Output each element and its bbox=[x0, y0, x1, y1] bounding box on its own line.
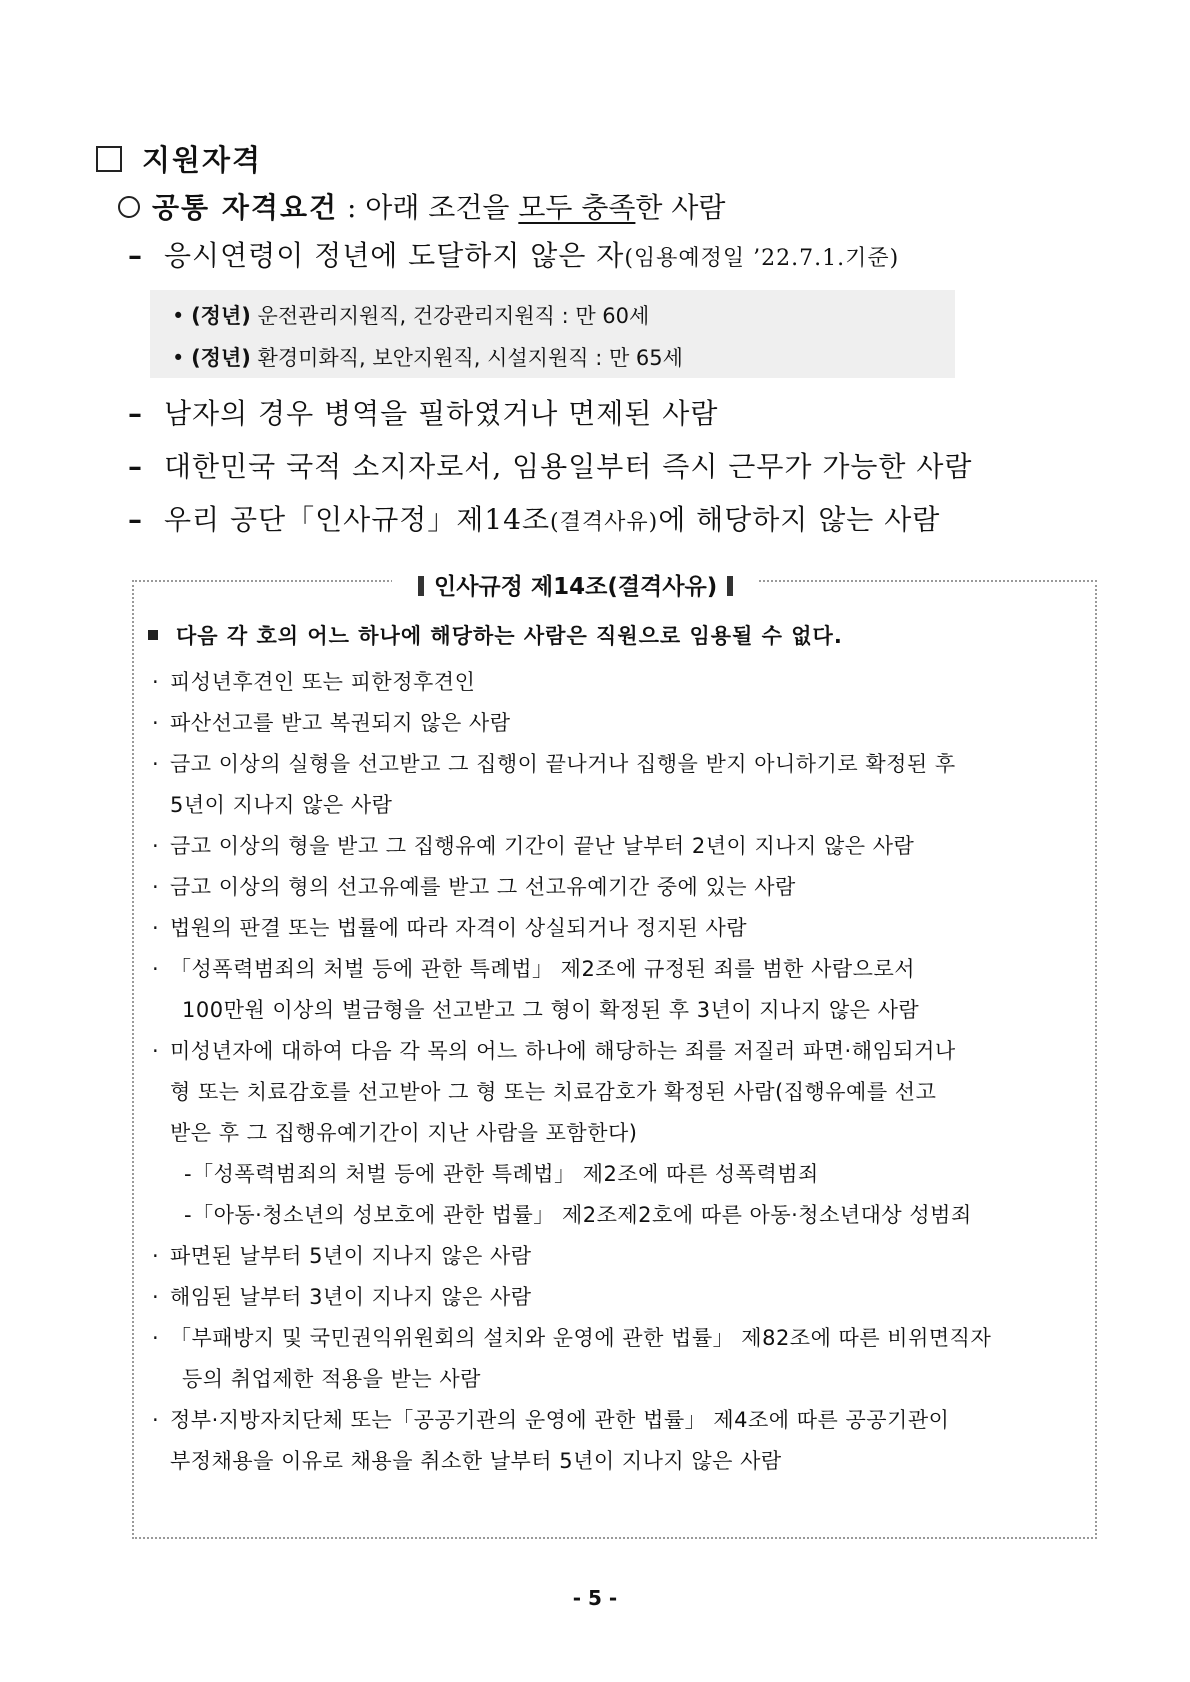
regulation-lead-text: 다음 각 호의 어느 하나에 해당하는 사람은 직원으로 임용될 수 없다. bbox=[176, 624, 843, 648]
regulation-item bbox=[152, 1281, 532, 1311]
regulation-sub-item-text: 「아동·청소년의 성보호에 관한 법률」 제2조제2호에 따른 아동·청소년대상 성범죄 bbox=[192, 1203, 972, 1227]
regulation-item bbox=[152, 1240, 532, 1270]
regulation-item-text: 「부패방지 및 국민권익위원회의 설치와 운영에 관한 법률」 제82조에 따른 비위면직자 bbox=[170, 1326, 992, 1350]
regulation-item-continuation: 부정채용을 이유로 채용을 취소한 날부터 5년이 지나지 않은 사람 bbox=[170, 1449, 782, 1473]
regulation-item-text: 해임된 날부터 3년이 지나지 않은 사람 bbox=[170, 1285, 532, 1309]
section-title: 지원자격 bbox=[142, 143, 263, 177]
sub-bullet: - bbox=[184, 1203, 193, 1227]
dash-bullet: – bbox=[128, 450, 143, 483]
common-suffix: 한 사람 bbox=[635, 191, 726, 224]
regulation-item-continuation: 받은 후 그 집행유예기간이 지난 사람을 포함한다) bbox=[170, 1121, 638, 1145]
retirement-label: (정년) bbox=[191, 346, 251, 370]
dash-bullet: – bbox=[128, 397, 143, 430]
circle-bullet-icon bbox=[118, 196, 140, 218]
bullet: · bbox=[152, 1326, 160, 1350]
bullet: · bbox=[152, 670, 160, 694]
bullet: · bbox=[152, 834, 160, 858]
regulation-item bbox=[152, 871, 796, 901]
bullet: · bbox=[152, 1039, 160, 1063]
requirement-item bbox=[128, 498, 940, 538]
requirement-item bbox=[128, 445, 972, 485]
regulation-item-text: 피성년후견인 또는 피한정후견인 bbox=[170, 670, 476, 694]
requirement-text: 응시연령이 정년에 도달하지 않은 자 bbox=[164, 239, 625, 272]
square-bullet-icon bbox=[148, 630, 158, 640]
regulation-sub-item-text: 「성폭력범죄의 처벌 등에 관한 특례법」 제2조에 따른 성폭력범죄 bbox=[192, 1162, 819, 1186]
regulation-title-text: 인사규정 제14조(결격사유) bbox=[434, 574, 718, 600]
bullet: · bbox=[152, 875, 160, 899]
regulation-item bbox=[152, 1035, 956, 1065]
requirement-tail: 에 해당하지 않는 사람 bbox=[658, 503, 941, 536]
page-number: - 5 - bbox=[572, 1586, 618, 1610]
bar-icon bbox=[418, 576, 424, 596]
common-colon: : 아래 조건을 bbox=[338, 191, 519, 224]
retirement-item bbox=[172, 342, 683, 372]
regulation-item bbox=[152, 748, 956, 778]
common-emphasis: 모두 충족 bbox=[518, 191, 636, 224]
bullet: · bbox=[152, 711, 160, 735]
bullet: · bbox=[152, 916, 160, 940]
requirement-note: (임용예정일 ’22.7.1.기준) bbox=[624, 246, 900, 271]
regulation-item-text: 정부·지방자치단체 또는「공공기관의 운영에 관한 법률」 제4조에 따른 공공기관이 bbox=[170, 1408, 950, 1432]
requirement-item bbox=[128, 392, 718, 432]
regulation-item-text: 파면된 날부터 5년이 지나지 않은 사람 bbox=[170, 1244, 532, 1268]
retirement-text: 환경미화직, 보안지원직, 시설지원직 : 만 65세 bbox=[257, 346, 683, 370]
retirement-age-box bbox=[150, 290, 955, 378]
checkbox-icon bbox=[96, 146, 122, 172]
regulation-box-title bbox=[392, 568, 759, 601]
regulation-item bbox=[152, 953, 915, 983]
regulation-item-continuation: 5년이 지나지 않은 사람 bbox=[170, 793, 393, 817]
regulation-item-text: 금고 이상의 형을 받고 그 집행유예 기간이 끝난 날부터 2년이 지나지 않은 사람 bbox=[170, 834, 915, 858]
requirement-text: 남자의 경우 병역을 필하였거나 면제된 사람 bbox=[164, 397, 719, 430]
regulation-item bbox=[152, 1322, 991, 1352]
regulation-sub-item bbox=[184, 1158, 819, 1188]
regulation-item-text: 법원의 판결 또는 법률에 따라 자격이 상실되거나 정지된 사람 bbox=[170, 916, 748, 940]
section-heading bbox=[96, 138, 262, 179]
requirement-note: (결격사유) bbox=[550, 510, 659, 535]
common-prefix: 공통 자격요건 bbox=[152, 191, 339, 224]
retirement-item bbox=[172, 300, 649, 330]
bullet: • bbox=[172, 304, 185, 328]
bar-icon bbox=[727, 576, 733, 596]
regulation-item bbox=[152, 666, 475, 696]
regulation-item bbox=[152, 830, 914, 860]
requirement-item bbox=[128, 234, 899, 274]
bullet: · bbox=[152, 957, 160, 981]
regulation-item-text: 파산선고를 받고 복권되지 않은 사람 bbox=[170, 711, 511, 735]
bullet: • bbox=[172, 346, 185, 370]
dash-bullet: – bbox=[128, 239, 143, 272]
regulation-item bbox=[152, 707, 511, 737]
common-requirements-heading bbox=[118, 186, 725, 226]
dash-bullet: – bbox=[128, 503, 143, 536]
regulation-item-text: 미성년자에 대하여 다음 각 목의 어느 하나에 해당하는 죄를 저질러 파면·해임되거나 bbox=[170, 1039, 956, 1063]
retirement-label: (정년) bbox=[191, 304, 251, 328]
bullet: · bbox=[152, 1408, 160, 1432]
bullet: · bbox=[152, 752, 160, 776]
regulation-item bbox=[152, 912, 747, 942]
retirement-text: 운전관리지원직, 건강관리지원직 : 만 60세 bbox=[257, 304, 650, 328]
requirement-text: 우리 공단「인사규정」제14조 bbox=[164, 503, 551, 536]
bullet: · bbox=[152, 1285, 160, 1309]
regulation-sub-item bbox=[184, 1199, 972, 1229]
regulation-item bbox=[152, 1404, 949, 1434]
regulation-item-continuation: 100만원 이상의 벌금형을 선고받고 그 형이 확정된 후 3년이 지나지 않은 사람 bbox=[182, 998, 920, 1022]
bullet: · bbox=[152, 1244, 160, 1268]
regulation-lead bbox=[148, 620, 843, 650]
regulation-item-text: 금고 이상의 형의 선고유예를 받고 그 선고유예기간 중에 있는 사람 bbox=[170, 875, 796, 899]
sub-bullet: - bbox=[184, 1162, 193, 1186]
regulation-item-continuation: 형 또는 치료감호를 선고받아 그 형 또는 치료감호가 확정된 사람(집행유예를 선고 bbox=[170, 1080, 937, 1104]
regulation-item-continuation: 등의 취업제한 적용을 받는 사람 bbox=[182, 1367, 481, 1391]
requirement-text: 대한민국 국적 소지자로서, 임용일부터 즉시 근무가 가능한 사람 bbox=[164, 450, 973, 483]
regulation-item-text: 「성폭력범죄의 처벌 등에 관한 특례법」 제2조에 규정된 죄를 범한 사람으로서 bbox=[170, 957, 916, 981]
regulation-item-text: 금고 이상의 실형을 선고받고 그 집행이 끝나거나 집행을 받지 아니하기로 확정된 후 bbox=[170, 752, 956, 776]
